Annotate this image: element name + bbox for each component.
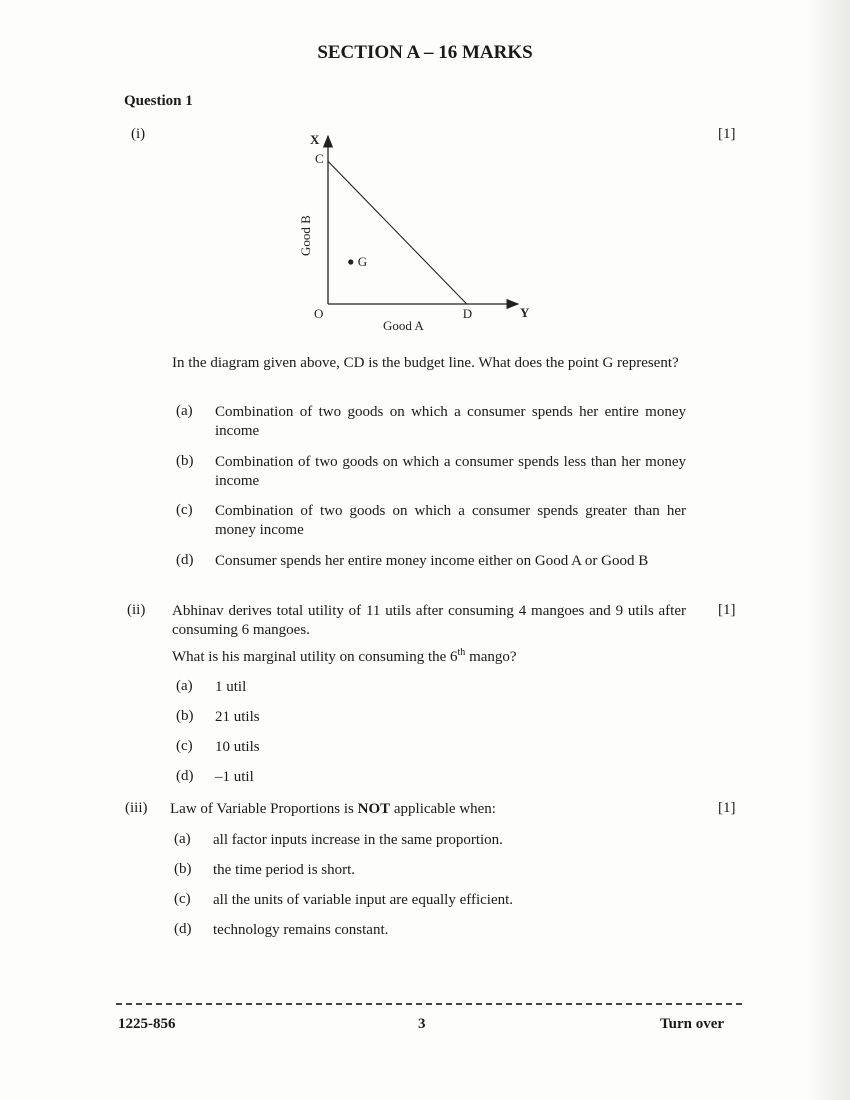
part-iii-number: (iii)	[125, 800, 148, 816]
part-iii-option-c: all the units of variable input are equally efficient.	[213, 892, 514, 908]
part-i-option-b-letter: (b)	[176, 453, 194, 469]
point-c-label: C	[315, 151, 324, 167]
part-ii-sub-question-pre: What is his marginal utility on consuming the 6	[172, 649, 458, 665]
part-iii-text-post: applicable when:	[390, 801, 496, 817]
part-iii-option-c-letter: (c)	[174, 891, 191, 907]
part-i-option-a: Combination of two goods on which a consumer spends her entire money income	[215, 404, 686, 439]
part-iii-option-d-letter: (d)	[174, 921, 192, 937]
part-ii-sub-question	[172, 648, 686, 667]
question-label: Question 1	[124, 93, 193, 109]
origin-label: O	[314, 306, 324, 321]
part-iii-text-pre: Law of Variable Proportions is	[170, 801, 358, 817]
y-axis-letter: X	[310, 132, 320, 147]
part-i-option-d-letter: (d)	[176, 552, 194, 568]
part-ii-marks: [1]	[718, 602, 736, 618]
part-iii-option-b-letter: (b)	[174, 861, 192, 877]
part-ii-option-b-letter: (b)	[176, 708, 194, 724]
y-axis-title: Good B	[298, 215, 313, 256]
part-ii-option-d-letter: (d)	[176, 768, 194, 784]
part-i-option-c-letter: (c)	[176, 502, 193, 518]
part-i-option-d: Consumer spends her entire money income either on Good A or Good B	[215, 553, 649, 569]
part-iii-question-text	[170, 800, 690, 819]
budget-line-cd	[328, 161, 467, 304]
footer-divider	[116, 1003, 742, 1005]
part-ii-sub-question-sup: th	[457, 647, 466, 658]
part-iii-option-b: the time period is short.	[213, 862, 356, 878]
part-ii-option-c: 10 utils	[215, 739, 260, 755]
part-ii-option-d: –1 util	[215, 769, 254, 785]
part-iii-text-bold: NOT	[357, 801, 391, 817]
point-g-marker	[348, 259, 353, 264]
section-title: SECTION A – 16 MARKS	[317, 42, 533, 63]
point-d-label: D	[462, 306, 473, 321]
part-i-option-b: Combination of two goods on which a consumer spends less than her money income	[215, 454, 686, 489]
part-ii-option-a: 1 util	[215, 679, 247, 695]
part-ii-number: (ii)	[127, 602, 146, 618]
part-ii-option-c-letter: (c)	[176, 738, 193, 754]
part-i-marks: [1]	[718, 126, 736, 142]
scan-shadow	[808, 0, 850, 1100]
part-ii-option-b: 21 utils	[215, 709, 260, 725]
part-iii-option-d: technology remains constant.	[213, 922, 389, 938]
part-i-number: (i)	[131, 126, 146, 142]
x-axis-title: Good A	[383, 318, 424, 333]
part-i-option-a-letter: (a)	[176, 403, 193, 419]
paper-code: 1225-856	[118, 1016, 176, 1032]
part-ii-sub-question-post: mango?	[465, 649, 517, 665]
part-i-option-c: Combination of two goods on which a consumer spends greater than her money income	[215, 503, 686, 538]
part-iii-option-a: all factor inputs increase in the same proportion.	[213, 832, 503, 848]
part-i-question-text: In the diagram given above, CD is the budget line. What does the point G represent?	[172, 355, 679, 371]
point-g-label: G	[357, 254, 368, 269]
budget-line-diagram	[290, 126, 540, 336]
part-iii-option-a-letter: (a)	[174, 831, 191, 847]
x-axis-letter: Y	[520, 305, 530, 320]
part-ii-question-text: Abhinav derives total utility of 11 utils after consuming 4 mangoes and 9 utils after consuming 6 mangoes.	[172, 603, 686, 638]
page-number: 3	[418, 1016, 426, 1032]
part-iii-marks: [1]	[718, 800, 736, 816]
part-ii-option-a-letter: (a)	[176, 678, 193, 694]
turn-over-label: Turn over	[660, 1016, 725, 1032]
